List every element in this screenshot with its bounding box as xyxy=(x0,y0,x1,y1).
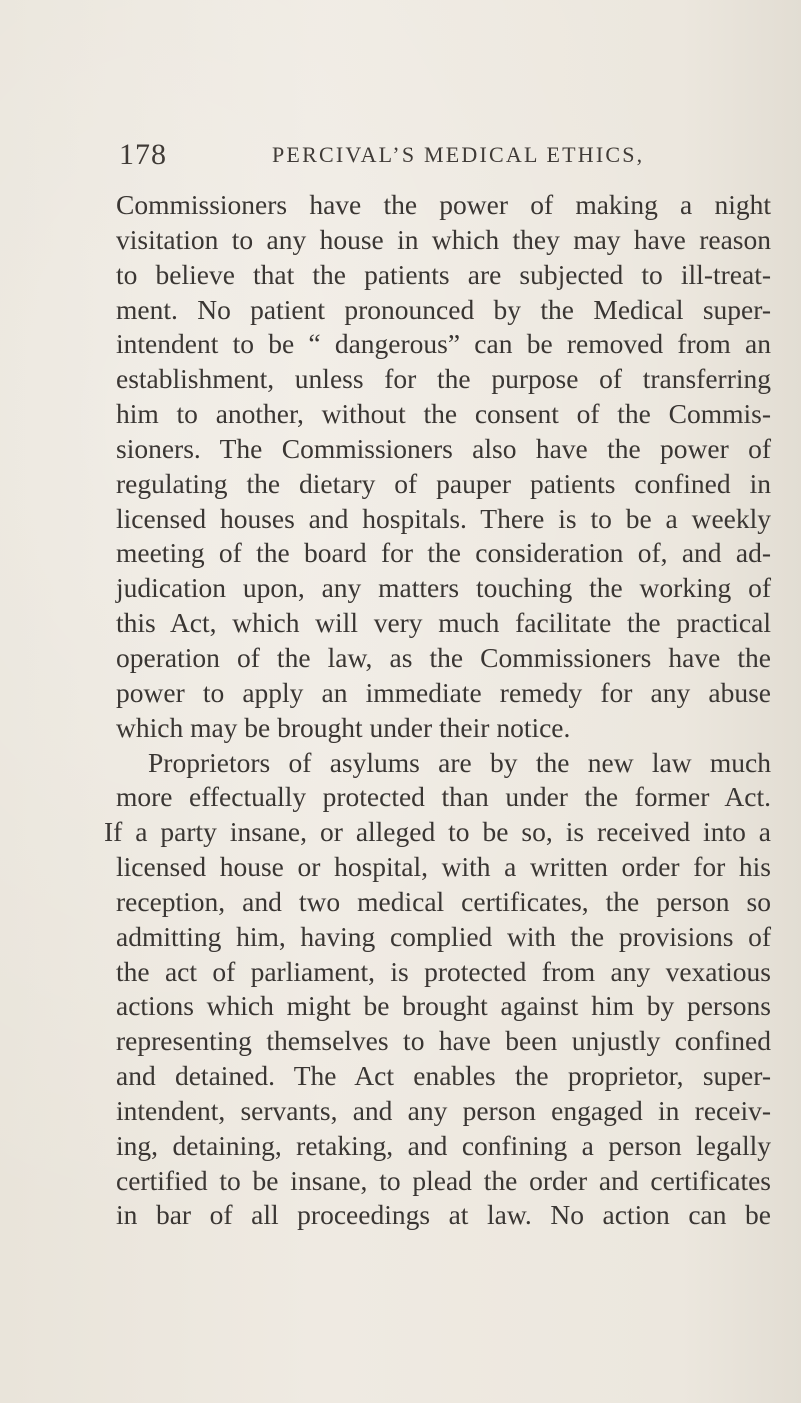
text-line: actions which might be brought against him by persons xyxy=(116,990,771,1022)
text-line: and detained. The Act enables the proprietor, super- xyxy=(116,1060,771,1092)
text-line: more effectually protected than under the former Act. xyxy=(116,781,771,813)
text-line: establishment, unless for the purpose of transferring xyxy=(116,363,771,395)
text-line: operation of the law, as the Commissioners have the xyxy=(116,641,771,673)
text-line: intendent to be “ dangerous” can be removed from an xyxy=(116,328,771,360)
text-line: the act of parliament, is protected from any vexatious xyxy=(116,955,771,987)
text-line: representing themselves to have been unjustly confined xyxy=(116,1025,771,1057)
text-line: reception, and two medical certificates, the person so xyxy=(116,885,771,917)
text-line: ing, detaining, retaking, and confining a person legally xyxy=(116,1129,771,1161)
running-head: PERCIVAL’S MEDICAL ETHICS, xyxy=(272,142,645,167)
text-line: admitting him, having complied with the provisions of xyxy=(116,920,771,952)
text-line: this Act, which will very much facilitate the practical xyxy=(116,607,771,639)
text-line: regulating the dietary of pauper patients confined in xyxy=(116,467,771,499)
text-line: judication upon, any matters touching the working of xyxy=(116,572,771,604)
text-line: visitation to any house in which they may have reason xyxy=(116,223,771,255)
text-line: licensed houses and hospitals. There is to be a weekly xyxy=(116,502,771,534)
page-number: 178 xyxy=(119,138,167,171)
body-text xyxy=(104,188,771,1233)
text-line: sioners. The Commissioners also have the power of xyxy=(116,432,771,464)
text-line: certified to be insane, to plead the order and certificates xyxy=(116,1164,771,1196)
text-line: ment. No patient pronounced by the Medical super- xyxy=(116,293,771,325)
paragraph-end-line: which may be brought under their notice. xyxy=(116,711,571,743)
text-line: power to apply an immediate remedy for any abuse xyxy=(116,676,771,708)
text-line: in bar of all proceedings at law. No action can be xyxy=(116,1199,771,1231)
text-line: him to another, without the consent of the Commis- xyxy=(116,398,771,430)
text-line: meeting of the board for the consideration of, and ad- xyxy=(116,537,771,569)
text-line: Commissioners have the power of making a night xyxy=(116,189,771,220)
text-line: to believe that the patients are subjected to ill-treat- xyxy=(116,258,771,290)
text-line: intendent, servants, and any person engaged in receiv- xyxy=(116,1094,771,1126)
text-line: If a party insane, or alleged to be so, is received into a xyxy=(104,816,771,848)
paragraph-start-line: Proprietors of asylums are by the new law much xyxy=(148,746,771,778)
text-line: licensed house or hospital, with a written order for his xyxy=(116,851,771,883)
page-header xyxy=(0,138,801,178)
